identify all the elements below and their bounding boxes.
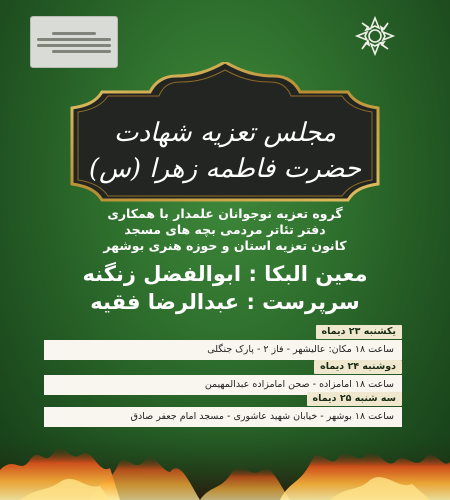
schedule-details-bar: ساعت ۱۸ بوشهر - خیابان شهید عاشوری - مسجد امام جعفر صادق [44, 407, 402, 427]
credit-line-2: دفتر تئاتر مردمی بچه های مسجد [124, 222, 326, 237]
mo-in-albuka-line: معین البکا : ابوالفضل زنگنه [82, 262, 368, 286]
schedule-day-badge: یکشنبه ۲۳ دیماه [316, 325, 403, 339]
schedule-day-badge: دوشنبه ۲۴ دیماه [314, 360, 402, 374]
credit-line-3: کانون تعزیه استان و حوزه هنری بوشهر [103, 238, 347, 253]
organization-logo [330, 14, 420, 58]
schedule-day-badge: سه شنبه ۲۵ دیماه [307, 392, 402, 406]
schedule-details-bar: ساعت ۱۸ مکان: عالیشهر - فاز ۲ - پارک جنگلی [44, 340, 402, 360]
title-line-2: حضرت فاطمه زهرا (س) [88, 154, 362, 184]
seal-image [30, 16, 118, 68]
title-line-1: مجلس تعزیه شهادت [113, 118, 337, 148]
title-plaque [58, 62, 392, 212]
schedule-details-bar: ساعت ۱۸ امامزاده - صحن امامزاده عبدالمهیمن [44, 375, 402, 395]
fire-flames [0, 400, 450, 500]
seal-text-lines [37, 32, 111, 53]
credits-block [0, 206, 450, 254]
supervisor-line: سرپرست : عبدالرضا فقیه [90, 290, 360, 314]
rosette-logo-icon [353, 14, 397, 58]
credit-line-1: گروه تعزیه نوجوانان علمدار با همکاری [107, 206, 343, 221]
